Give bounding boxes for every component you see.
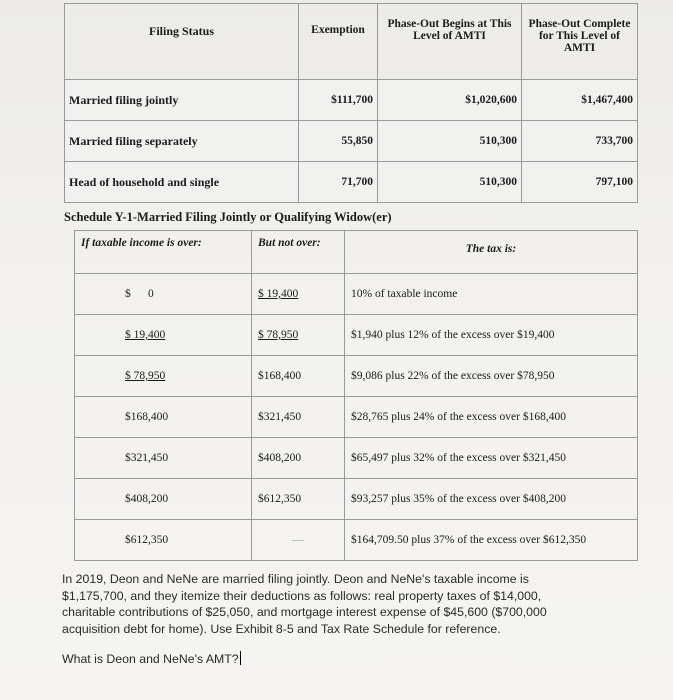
row-not-over: $408,200 xyxy=(252,438,345,479)
row-over: $ 0 xyxy=(75,274,252,315)
row-over: $168,400 xyxy=(75,397,252,438)
amt-exemption-table xyxy=(64,3,638,203)
row-exemption: 71,700 xyxy=(299,162,378,203)
header-phase-out-begins: Phase-Out Begins at This Level of AMTI xyxy=(378,4,522,80)
table-row xyxy=(75,520,638,561)
row-phase-complete: 733,700 xyxy=(522,121,638,162)
question-ask: What is Deon and NeNe's AMT? xyxy=(62,652,239,666)
row-over: $612,350 xyxy=(75,520,252,561)
row-phase-begins: 510,300 xyxy=(378,121,522,162)
header-phase-out-complete: Phase-Out Complete for This Level of AMTI xyxy=(522,4,638,80)
table-row xyxy=(75,438,638,479)
answer-line[interactable] xyxy=(62,651,582,668)
row-not-over: $321,450 xyxy=(252,397,345,438)
row-tax: $65,497 plus 32% of the excess over $321,450 xyxy=(345,438,638,479)
table-row xyxy=(65,121,638,162)
tax-rate-schedule-table xyxy=(74,230,638,561)
header-exemption: Exemption xyxy=(299,4,378,80)
row-tax: $164,709.50 plus 37% of the excess over $612,350 xyxy=(345,520,638,561)
table-row xyxy=(75,315,638,356)
row-not-over: $ 78,950 xyxy=(252,315,345,356)
schedule-title: Schedule Y-1-Married Filing Jointly or Qualifying Widow(er) xyxy=(64,210,392,224)
question-body: In 2019, Deon and NeNe are married filing jointly. Deon and NeNe's taxable income is $1,175,700, and they itemize their deductions as follows: real property taxes of $14,000, charitable contributions of $25,050, and mortgage interest expense of $45,600 ($700,000 acquisition debt for home). Use Exhibit 8-5 and Tax Rate Schedule for reference. xyxy=(62,572,547,636)
row-phase-complete: $1,467,400 xyxy=(522,80,638,121)
row-tax: $9,086 plus 22% of the excess over $78,950 xyxy=(345,356,638,397)
row-over: $ 78,950 xyxy=(75,356,252,397)
row-status: Married filing separately xyxy=(65,121,299,162)
row-tax: $93,257 plus 35% of the excess over $408,200 xyxy=(345,479,638,520)
row-exemption: $111,700 xyxy=(299,80,378,121)
table-row xyxy=(75,479,638,520)
table-row xyxy=(65,162,638,203)
row-phase-begins: $1,020,600 xyxy=(378,80,522,121)
table-row xyxy=(75,274,638,315)
row-not-over: $ 19,400 xyxy=(252,274,345,315)
amt-header-row xyxy=(65,4,638,80)
header-income-over: If taxable income is over: xyxy=(75,231,252,274)
header-not-over: But not over: xyxy=(252,231,345,274)
row-not-over: $168,400 xyxy=(252,356,345,397)
row-not-over: — xyxy=(252,520,345,561)
row-over: $408,200 xyxy=(75,479,252,520)
header-filing-status: Filing Status xyxy=(65,4,299,80)
table-row xyxy=(65,80,638,121)
row-over: $321,450 xyxy=(75,438,252,479)
row-phase-begins: 510,300 xyxy=(378,162,522,203)
row-tax: $1,940 plus 12% of the excess over $19,400 xyxy=(345,315,638,356)
row-tax: 10% of taxable income xyxy=(345,274,638,315)
row-phase-complete: 797,100 xyxy=(522,162,638,203)
row-status: Married filing jointly xyxy=(65,80,299,121)
row-over: $ 19,400 xyxy=(75,315,252,356)
row-tax: $28,765 plus 24% of the excess over $168,400 xyxy=(345,397,638,438)
question-block xyxy=(62,571,582,668)
table-row xyxy=(75,356,638,397)
row-status: Head of household and single xyxy=(65,162,299,203)
row-not-over: $612,350 xyxy=(252,479,345,520)
header-tax-is: The tax is: xyxy=(345,231,638,274)
row-exemption: 55,850 xyxy=(299,121,378,162)
schedule-header-row xyxy=(75,231,638,274)
table-row xyxy=(75,397,638,438)
text-cursor xyxy=(240,651,241,665)
